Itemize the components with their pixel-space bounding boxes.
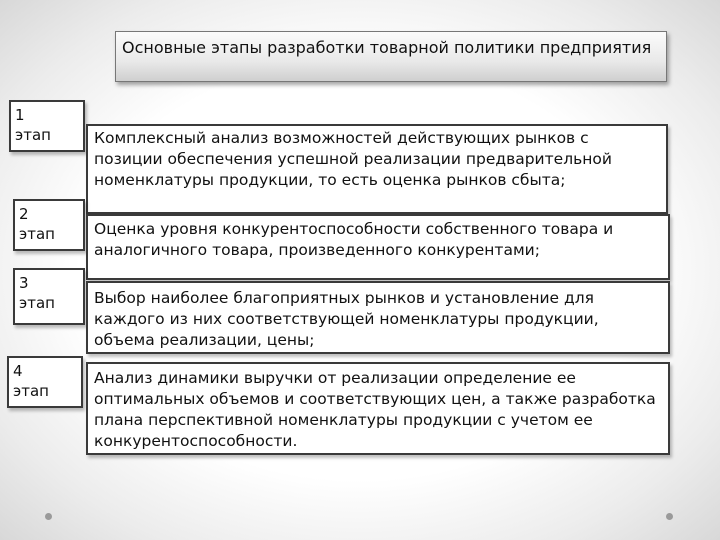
stage-2-label — [13, 199, 85, 251]
stage-2-number: 2 — [19, 205, 29, 223]
decorative-dot-right — [666, 513, 673, 520]
stage-2-word: этап — [19, 225, 55, 243]
stage-4-text: Анализ динамики выручки от реализации определение ее оптимальных объемов и соответствующих цен, а также разработка плана перспективной номенклатуры продукции с учетом ее конкурентоспособности. — [94, 369, 656, 450]
stage-1-word: этап — [15, 126, 51, 144]
stage-3-text: Выбор наиболее благоприятных рынков и установление для каждого из них соответствующей номенклатуры продукции, объема реализации, цены; — [94, 289, 599, 349]
stage-4-word: этап — [13, 382, 49, 400]
stage-4-number: 4 — [13, 362, 23, 380]
stage-2-text: Оценка уровня конкурентоспособности собственного товара и аналогичного товара, произведенного конкурентами; — [94, 220, 614, 259]
stage-2-description — [86, 214, 670, 280]
stage-1-label — [9, 100, 85, 152]
stage-3-number: 3 — [19, 274, 29, 292]
stage-3-label — [13, 268, 85, 325]
stage-1-number: 1 — [15, 106, 25, 124]
diagram-title-text: Основные этапы разработки товарной политики предприятия — [122, 38, 652, 57]
stage-1-text: Комплексный анализ возможностей действующих рынков с позиции обеспечения успешной реализации предварительной номенклатуры продукции, то есть оценка рынков сбыта; — [94, 129, 612, 189]
stage-3-word: этап — [19, 294, 55, 312]
decorative-dot-left — [45, 513, 52, 520]
stage-1-description — [86, 124, 668, 214]
stage-4-description — [86, 362, 670, 455]
diagram-title — [115, 31, 667, 82]
stage-4-label — [7, 356, 83, 408]
stage-3-description — [86, 281, 670, 354]
